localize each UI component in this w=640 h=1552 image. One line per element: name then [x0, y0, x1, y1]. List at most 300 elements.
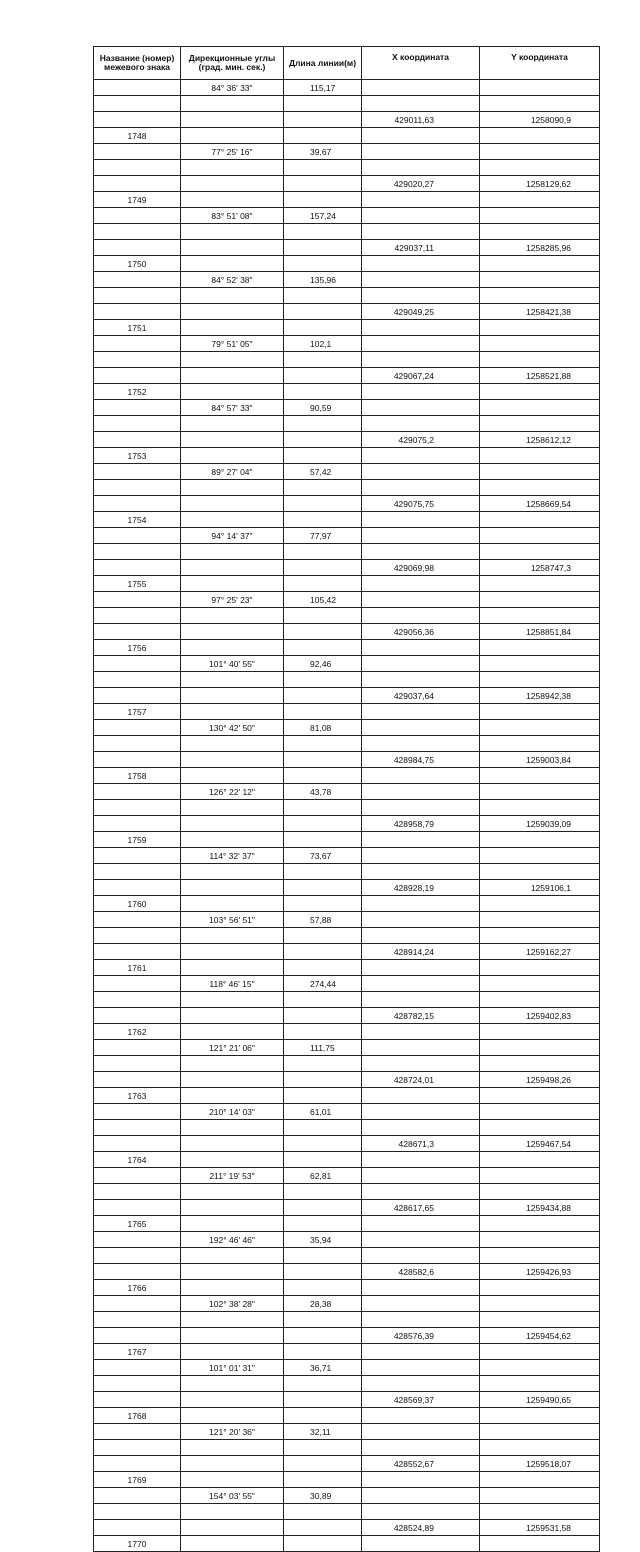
bearing-angle-cell: [181, 1264, 284, 1280]
empty-cell: [284, 992, 362, 1008]
table-row: [94, 368, 600, 384]
bearing-angle-cell: [181, 1136, 284, 1152]
empty-cell: [94, 1312, 181, 1328]
marker-name-cell: [94, 1488, 181, 1504]
bearing-angle-cell: 79° 51' 05": [181, 336, 284, 352]
empty-cell: [480, 1024, 600, 1040]
empty-cell: [362, 224, 480, 240]
empty-cell: [480, 128, 600, 144]
empty-cell: [181, 544, 284, 560]
empty-cell: [94, 624, 181, 640]
table-row-spacer: [94, 864, 600, 880]
bearing-angle-cell: [181, 176, 284, 192]
empty-cell: [362, 1120, 480, 1136]
marker-name-cell: [94, 464, 181, 480]
empty-cell: [284, 1312, 362, 1328]
table-row-spacer: [94, 640, 600, 656]
empty-cell: [362, 416, 480, 432]
y-coordinate-cell: [480, 976, 600, 992]
empty-cell: [181, 1344, 284, 1360]
empty-cell: [480, 1248, 600, 1264]
empty-cell: [362, 512, 480, 528]
empty-cell: [480, 576, 600, 592]
empty-cell: [181, 768, 284, 784]
bearing-angle-cell: 84° 36' 33": [181, 80, 284, 96]
empty-cell: [181, 576, 284, 592]
x-coordinate-cell: [362, 1104, 480, 1120]
empty-cell: [181, 448, 284, 464]
empty-cell: [94, 1440, 181, 1456]
table-row: [94, 336, 600, 352]
empty-cell: [480, 1056, 600, 1072]
y-coordinate-cell: [480, 848, 600, 864]
empty-cell: [480, 96, 600, 112]
bearing-angle-cell: [181, 1328, 284, 1344]
line-length-cell: 61,01: [284, 1104, 362, 1120]
table-row: [94, 496, 600, 512]
bearing-angle-cell: [181, 1072, 284, 1088]
bearing-angle-cell: 84° 52' 38": [181, 272, 284, 288]
table-row-spacer: [94, 96, 600, 112]
x-coordinate-cell: [362, 272, 480, 288]
empty-cell: [94, 608, 181, 624]
table-row: [94, 1232, 600, 1248]
bearing-angle-cell: [181, 880, 284, 896]
empty-cell: [181, 1248, 284, 1264]
y-coordinate-cell: 1258090,9: [480, 112, 600, 128]
marker-name-cell: [94, 1040, 181, 1056]
table-row-spacer: [94, 1216, 600, 1232]
empty-cell: [284, 1184, 362, 1200]
table-row: [94, 816, 600, 832]
table-row: [94, 880, 600, 896]
header-y-coordinate: Y координата: [480, 47, 600, 80]
empty-cell: [362, 1024, 480, 1040]
empty-cell: [94, 288, 181, 304]
x-coordinate-cell: [362, 1296, 480, 1312]
bearing-angle-cell: 114° 32' 37": [181, 848, 284, 864]
empty-cell: [94, 944, 181, 960]
empty-cell: [284, 480, 362, 496]
empty-cell: [480, 384, 600, 400]
line-length-cell: 105,42: [284, 592, 362, 608]
empty-cell: [362, 1376, 480, 1392]
x-coordinate-cell: [362, 848, 480, 864]
y-coordinate-cell: 1258851,84: [480, 624, 600, 640]
empty-cell: [480, 192, 600, 208]
empty-cell: [480, 512, 600, 528]
table-row: [94, 976, 600, 992]
table-row-spacer: [94, 576, 600, 592]
empty-cell: [284, 1440, 362, 1456]
table-row-spacer: [94, 1184, 600, 1200]
empty-cell: [480, 352, 600, 368]
empty-cell: [181, 1088, 284, 1104]
table-row-spacer: [94, 320, 600, 336]
table-row-spacer: [94, 608, 600, 624]
empty-cell: [480, 992, 600, 1008]
empty-cell: [94, 1504, 181, 1520]
table-row-spacer: [94, 768, 600, 784]
table-row: [94, 1520, 600, 1536]
table-row: [94, 592, 600, 608]
y-coordinate-cell: [480, 208, 600, 224]
empty-cell: [362, 1280, 480, 1296]
line-length-cell: [284, 496, 362, 512]
empty-cell: [284, 1216, 362, 1232]
empty-cell: [480, 1088, 600, 1104]
boundary-coordinates-table: [93, 46, 600, 1552]
empty-cell: [181, 608, 284, 624]
empty-cell: [181, 1440, 284, 1456]
table-row-spacer: [94, 992, 600, 1008]
y-coordinate-cell: [480, 1104, 600, 1120]
empty-cell: [181, 1504, 284, 1520]
table-row-spacer: [94, 1088, 600, 1104]
line-length-cell: 135,96: [284, 272, 362, 288]
y-coordinate-cell: [480, 144, 600, 160]
line-length-cell: [284, 624, 362, 640]
empty-cell: [362, 1472, 480, 1488]
table-row-spacer: [94, 928, 600, 944]
empty-cell: [284, 128, 362, 144]
empty-cell: [181, 352, 284, 368]
marker-name-cell: [94, 1168, 181, 1184]
x-coordinate-cell: 429020,27: [362, 176, 480, 192]
bearing-angle-cell: 97° 25' 23": [181, 592, 284, 608]
table-row: [94, 1040, 600, 1056]
empty-cell: [94, 1136, 181, 1152]
table-row-spacer: [94, 1120, 600, 1136]
line-length-cell: [284, 432, 362, 448]
marker-name-cell: [94, 208, 181, 224]
y-coordinate-cell: 1258129,62: [480, 176, 600, 192]
empty-cell: [362, 832, 480, 848]
table-row: [94, 272, 600, 288]
x-coordinate-cell: [362, 144, 480, 160]
line-length-cell: 30,89: [284, 1488, 362, 1504]
empty-cell: [94, 480, 181, 496]
empty-cell: [284, 704, 362, 720]
empty-cell: [284, 1088, 362, 1104]
y-coordinate-cell: 1259490,65: [480, 1392, 600, 1408]
table-row: [94, 656, 600, 672]
line-length-cell: 274,44: [284, 976, 362, 992]
empty-cell: [480, 544, 600, 560]
empty-cell: [284, 672, 362, 688]
table-row: [94, 112, 600, 128]
table-row-spacer: [94, 1248, 600, 1264]
table-row-spacer: [94, 416, 600, 432]
table-row-spacer: [94, 1440, 600, 1456]
marker-name-cell: 1756: [94, 640, 181, 656]
line-length-cell: 32,11: [284, 1424, 362, 1440]
marker-name-cell: 1750: [94, 256, 181, 272]
empty-cell: [362, 736, 480, 752]
y-coordinate-cell: [480, 784, 600, 800]
x-coordinate-cell: [362, 1040, 480, 1056]
empty-cell: [181, 1280, 284, 1296]
y-coordinate-cell: [480, 528, 600, 544]
line-length-cell: 35,94: [284, 1232, 362, 1248]
table-row-spacer: [94, 1376, 600, 1392]
line-length-cell: [284, 944, 362, 960]
marker-name-cell: 1755: [94, 576, 181, 592]
x-coordinate-cell: [362, 80, 480, 96]
x-coordinate-cell: [362, 336, 480, 352]
marker-name-cell: [94, 656, 181, 672]
y-coordinate-cell: 1259467,54: [480, 1136, 600, 1152]
bearing-angle-cell: 130° 42' 50": [181, 720, 284, 736]
x-coordinate-cell: 428724,01: [362, 1072, 480, 1088]
marker-name-cell: 1767: [94, 1344, 181, 1360]
table-row-spacer: [94, 160, 600, 176]
empty-cell: [181, 960, 284, 976]
empty-cell: [94, 560, 181, 576]
x-coordinate-cell: [362, 1168, 480, 1184]
y-coordinate-cell: 1259531,58: [480, 1520, 600, 1536]
empty-cell: [94, 864, 181, 880]
empty-cell: [284, 448, 362, 464]
line-length-cell: [284, 368, 362, 384]
x-coordinate-cell: [362, 1360, 480, 1376]
empty-cell: [94, 1200, 181, 1216]
empty-cell: [284, 768, 362, 784]
table-row-spacer: [94, 1024, 600, 1040]
line-length-cell: [284, 880, 362, 896]
table-row: [94, 1072, 600, 1088]
line-length-cell: [284, 1200, 362, 1216]
empty-cell: [284, 832, 362, 848]
table-row: [94, 304, 600, 320]
empty-cell: [362, 608, 480, 624]
table-row: [94, 1296, 600, 1312]
empty-cell: [181, 1408, 284, 1424]
x-coordinate-cell: [362, 1424, 480, 1440]
empty-cell: [284, 736, 362, 752]
table-row-spacer: [94, 1280, 600, 1296]
table-row: [94, 1360, 600, 1376]
bearing-angle-cell: [181, 1392, 284, 1408]
empty-cell: [94, 1056, 181, 1072]
empty-cell: [480, 1408, 600, 1424]
line-length-cell: 157,24: [284, 208, 362, 224]
empty-cell: [284, 1408, 362, 1424]
empty-cell: [362, 576, 480, 592]
bearing-angle-cell: 94° 14' 37": [181, 528, 284, 544]
empty-cell: [480, 1472, 600, 1488]
marker-name-cell: 1763: [94, 1088, 181, 1104]
empty-cell: [94, 1456, 181, 1472]
line-length-cell: [284, 1520, 362, 1536]
empty-cell: [480, 1216, 600, 1232]
empty-cell: [362, 1440, 480, 1456]
empty-cell: [480, 1344, 600, 1360]
empty-cell: [480, 1120, 600, 1136]
marker-name-cell: [94, 400, 181, 416]
table-row-spacer: [94, 192, 600, 208]
empty-cell: [480, 1184, 600, 1200]
table-row: [94, 528, 600, 544]
table-row: [94, 1104, 600, 1120]
bearing-angle-cell: [181, 560, 284, 576]
empty-cell: [362, 1312, 480, 1328]
x-coordinate-cell: 429067,24: [362, 368, 480, 384]
table-row: [94, 1488, 600, 1504]
x-coordinate-cell: 429037,64: [362, 688, 480, 704]
x-coordinate-cell: 429011,63: [362, 112, 480, 128]
bearing-angle-cell: [181, 816, 284, 832]
line-length-cell: [284, 1456, 362, 1472]
y-coordinate-cell: [480, 720, 600, 736]
line-length-cell: 73,67: [284, 848, 362, 864]
line-length-cell: 111,75: [284, 1040, 362, 1056]
empty-cell: [94, 928, 181, 944]
line-length-cell: 62,81: [284, 1168, 362, 1184]
line-length-cell: 28,38: [284, 1296, 362, 1312]
empty-cell: [94, 1184, 181, 1200]
marker-name-cell: 1760: [94, 896, 181, 912]
empty-cell: [362, 640, 480, 656]
empty-cell: [480, 448, 600, 464]
empty-cell: [94, 1008, 181, 1024]
header-marker-name: Название (номер) межевого знака: [94, 47, 181, 80]
empty-cell: [284, 864, 362, 880]
marker-name-cell: 1749: [94, 192, 181, 208]
line-length-cell: [284, 1392, 362, 1408]
table-row-spacer: [94, 288, 600, 304]
empty-cell: [480, 256, 600, 272]
y-coordinate-cell: 1259402,83: [480, 1008, 600, 1024]
bearing-angle-cell: [181, 1456, 284, 1472]
empty-cell: [284, 1248, 362, 1264]
bearing-angle-cell: 121° 20' 36": [181, 1424, 284, 1440]
empty-cell: [362, 768, 480, 784]
table-row: [94, 144, 600, 160]
empty-cell: [94, 416, 181, 432]
line-length-cell: [284, 1328, 362, 1344]
line-length-cell: [284, 112, 362, 128]
y-coordinate-cell: 1259106,1: [480, 880, 600, 896]
empty-cell: [362, 896, 480, 912]
bearing-angle-cell: 102° 38' 28": [181, 1296, 284, 1312]
empty-cell: [362, 544, 480, 560]
y-coordinate-cell: [480, 80, 600, 96]
x-coordinate-cell: [362, 720, 480, 736]
table-row-spacer: [94, 512, 600, 528]
y-coordinate-cell: [480, 592, 600, 608]
empty-cell: [480, 1376, 600, 1392]
empty-cell: [181, 1216, 284, 1232]
empty-cell: [284, 384, 362, 400]
empty-cell: [362, 1088, 480, 1104]
marker-name-cell: [94, 976, 181, 992]
x-coordinate-cell: 428569,37: [362, 1392, 480, 1408]
marker-name-cell: 1757: [94, 704, 181, 720]
x-coordinate-cell: 428582,6: [362, 1264, 480, 1280]
empty-cell: [284, 512, 362, 528]
empty-cell: [284, 1536, 362, 1552]
table-row: [94, 848, 600, 864]
empty-cell: [94, 736, 181, 752]
empty-cell: [362, 1504, 480, 1520]
table-row: [94, 912, 600, 928]
table-row: [94, 1424, 600, 1440]
empty-cell: [480, 288, 600, 304]
table-row-spacer: [94, 832, 600, 848]
x-coordinate-cell: 428671,3: [362, 1136, 480, 1152]
empty-cell: [284, 160, 362, 176]
x-coordinate-cell: 428782,15: [362, 1008, 480, 1024]
marker-name-cell: 1751: [94, 320, 181, 336]
table-row: [94, 752, 600, 768]
table-row-spacer: [94, 256, 600, 272]
empty-cell: [362, 288, 480, 304]
empty-cell: [480, 832, 600, 848]
x-coordinate-cell: 428617,65: [362, 1200, 480, 1216]
empty-cell: [362, 1216, 480, 1232]
x-coordinate-cell: 428576,39: [362, 1328, 480, 1344]
line-length-cell: 43,78: [284, 784, 362, 800]
empty-cell: [94, 992, 181, 1008]
empty-cell: [94, 1392, 181, 1408]
empty-cell: [362, 864, 480, 880]
table-row-spacer: [94, 672, 600, 688]
empty-cell: [94, 688, 181, 704]
marker-name-cell: 1769: [94, 1472, 181, 1488]
line-length-cell: [284, 688, 362, 704]
y-coordinate-cell: [480, 400, 600, 416]
marker-name-cell: [94, 272, 181, 288]
empty-cell: [480, 800, 600, 816]
table-row-spacer: [94, 224, 600, 240]
empty-cell: [284, 224, 362, 240]
table-row: [94, 944, 600, 960]
x-coordinate-cell: [362, 400, 480, 416]
empty-cell: [362, 960, 480, 976]
y-coordinate-cell: 1259162,27: [480, 944, 600, 960]
empty-cell: [94, 496, 181, 512]
marker-name-cell: [94, 1232, 181, 1248]
table-header-row: [94, 47, 600, 80]
y-coordinate-cell: 1259039,09: [480, 816, 600, 832]
y-coordinate-cell: 1259498,26: [480, 1072, 600, 1088]
empty-cell: [284, 960, 362, 976]
empty-cell: [480, 640, 600, 656]
empty-cell: [284, 1376, 362, 1392]
marker-name-cell: 1758: [94, 768, 181, 784]
bearing-angle-cell: 89° 27' 04": [181, 464, 284, 480]
empty-cell: [284, 608, 362, 624]
empty-cell: [94, 800, 181, 816]
bearing-angle-cell: [181, 1008, 284, 1024]
empty-cell: [284, 192, 362, 208]
empty-cell: [362, 1248, 480, 1264]
table-row: [94, 560, 600, 576]
x-coordinate-cell: [362, 464, 480, 480]
x-coordinate-cell: [362, 1488, 480, 1504]
table-row: [94, 1264, 600, 1280]
bearing-angle-cell: [181, 496, 284, 512]
x-coordinate-cell: 429037,11: [362, 240, 480, 256]
empty-cell: [94, 432, 181, 448]
marker-name-cell: [94, 528, 181, 544]
empty-cell: [181, 512, 284, 528]
marker-name-cell: 1752: [94, 384, 181, 400]
table-row-spacer: [94, 960, 600, 976]
empty-cell: [94, 112, 181, 128]
x-coordinate-cell: [362, 912, 480, 928]
